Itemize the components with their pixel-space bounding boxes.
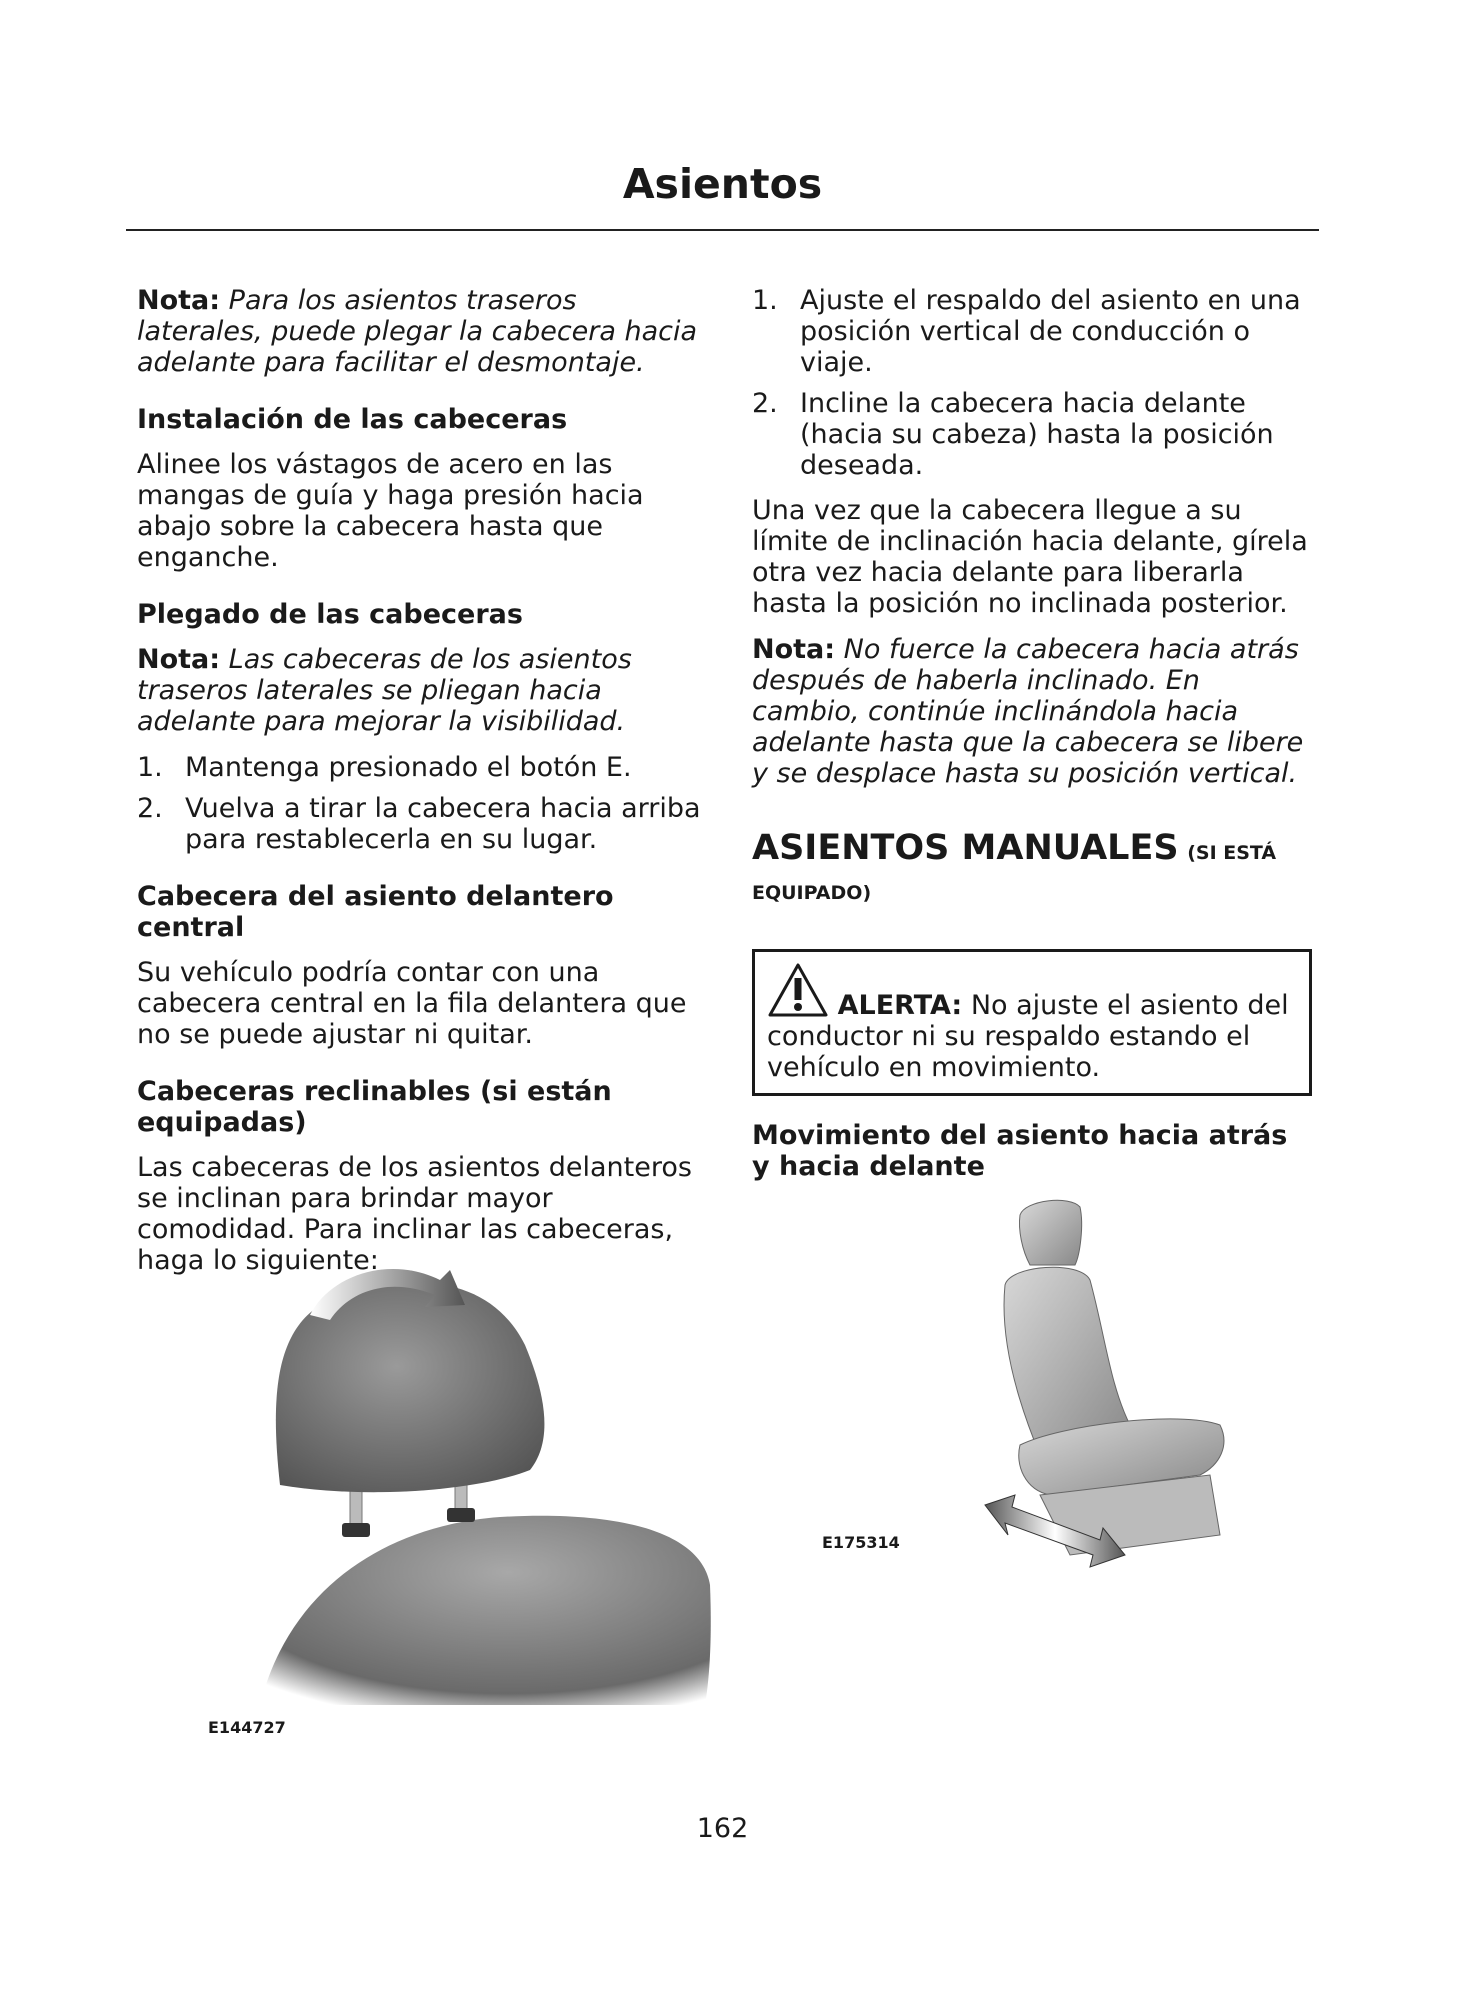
step-number: 1. bbox=[137, 752, 163, 783]
headrest-illustration bbox=[250, 1255, 720, 1710]
fold-steps-list bbox=[137, 752, 703, 855]
step-number: 1. bbox=[752, 285, 778, 316]
step-number: 2. bbox=[752, 388, 778, 419]
figure-code: E175314 bbox=[822, 1533, 900, 1552]
step-number: 2. bbox=[137, 793, 163, 824]
note-text: Las cabeceras de los asientos traseros laterales se pliegan hacia adelante para mejorar la visibilidad. bbox=[137, 644, 632, 737]
note-fold-visibility bbox=[137, 644, 703, 737]
page-number: 162 bbox=[696, 1813, 749, 1844]
step-text: Incline la cabecera hacia delante (hacia su cabeza) hasta la posición deseada. bbox=[800, 388, 1274, 481]
manual-seats-suffix: (SI ESTÁ bbox=[1187, 842, 1277, 864]
center-headrest-text: Su vehículo podría contar con una cabecera central en la fila delantera que no se puede ajustar ni quitar. bbox=[137, 957, 687, 1050]
center-headrest-heading: Cabecera del asiento delantero central bbox=[137, 881, 614, 943]
note-text: Para los asientos traseros laterales, puede plegar la cabecera hacia adelante para facilitar el desmontaje. bbox=[137, 285, 698, 378]
step-text: Vuelva a tirar la cabecera hacia arriba para restablecerla en su lugar. bbox=[185, 793, 701, 855]
limit-text: Una vez que la cabecera llegue a su límite de inclinación hacia delante, gírela otra vez hacia delante para liberarla hasta la posición no inclinada posterior. bbox=[752, 495, 1308, 619]
warning-triangle-icon bbox=[767, 962, 829, 1018]
manual-seats-heading bbox=[752, 823, 1312, 878]
note-rear-headrest-fold bbox=[137, 285, 703, 378]
step-text: Ajuste el respaldo del asiento en una posición vertical de conducción o viaje. bbox=[800, 285, 1301, 378]
list-item bbox=[137, 752, 703, 783]
alert-label: ALERTA: bbox=[837, 990, 963, 1021]
alert-text: No ajuste el asiento del conductor ni su respaldo estando el vehículo en movimiento. bbox=[767, 990, 1289, 1083]
list-item bbox=[752, 388, 1312, 481]
seat-illustration bbox=[980, 1195, 1280, 1595]
note-label: Nota: bbox=[137, 644, 221, 675]
list-item bbox=[752, 285, 1312, 378]
headrest-drawing bbox=[250, 1255, 720, 1710]
install-text: Alinee los vástagos de acero en las mangas de guía y haga presión hacia abajo sobre la cabecera hasta que enganche. bbox=[137, 449, 644, 573]
manual-seats-suffix-line2: EQUIPADO) bbox=[752, 882, 872, 904]
right-column bbox=[752, 285, 1312, 1196]
manual-seats-title: ASIENTOS MANUALES bbox=[752, 828, 1179, 868]
title-divider bbox=[126, 229, 1319, 231]
recline-heading: Cabeceras reclinables (si están equipadas) bbox=[137, 1076, 612, 1138]
figure-code: E144727 bbox=[208, 1718, 286, 1737]
install-heading: Instalación de las cabeceras bbox=[137, 404, 568, 435]
left-column bbox=[137, 285, 703, 1291]
note-label: Nota: bbox=[752, 634, 836, 665]
page-title: Asientos bbox=[622, 160, 823, 208]
recline-text: Las cabeceras de los asientos delanteros se inclinan para brindar mayor comodidad. Para inclinar las cabeceras, haga lo siguiente: bbox=[137, 1152, 692, 1276]
seat-drawing bbox=[980, 1195, 1280, 1595]
step-text: Mantenga presionado el botón E. bbox=[185, 752, 632, 783]
note-text: No fuerce la cabecera hacia atrás después de haberla inclinado. En cambio, continúe inclinándola hacia adelante hasta que la cabecera se libere y se desplace hasta su posición vertical. bbox=[752, 634, 1304, 789]
recline-steps-list bbox=[752, 285, 1312, 481]
move-heading: Movimiento del asiento hacia atrás y hacia delante bbox=[752, 1120, 1288, 1182]
note-label: Nota: bbox=[137, 285, 221, 316]
fold-heading: Plegado de las cabeceras bbox=[137, 599, 523, 630]
list-item bbox=[137, 793, 703, 855]
note-do-not-force bbox=[752, 634, 1312, 789]
alert-box bbox=[752, 949, 1312, 1096]
